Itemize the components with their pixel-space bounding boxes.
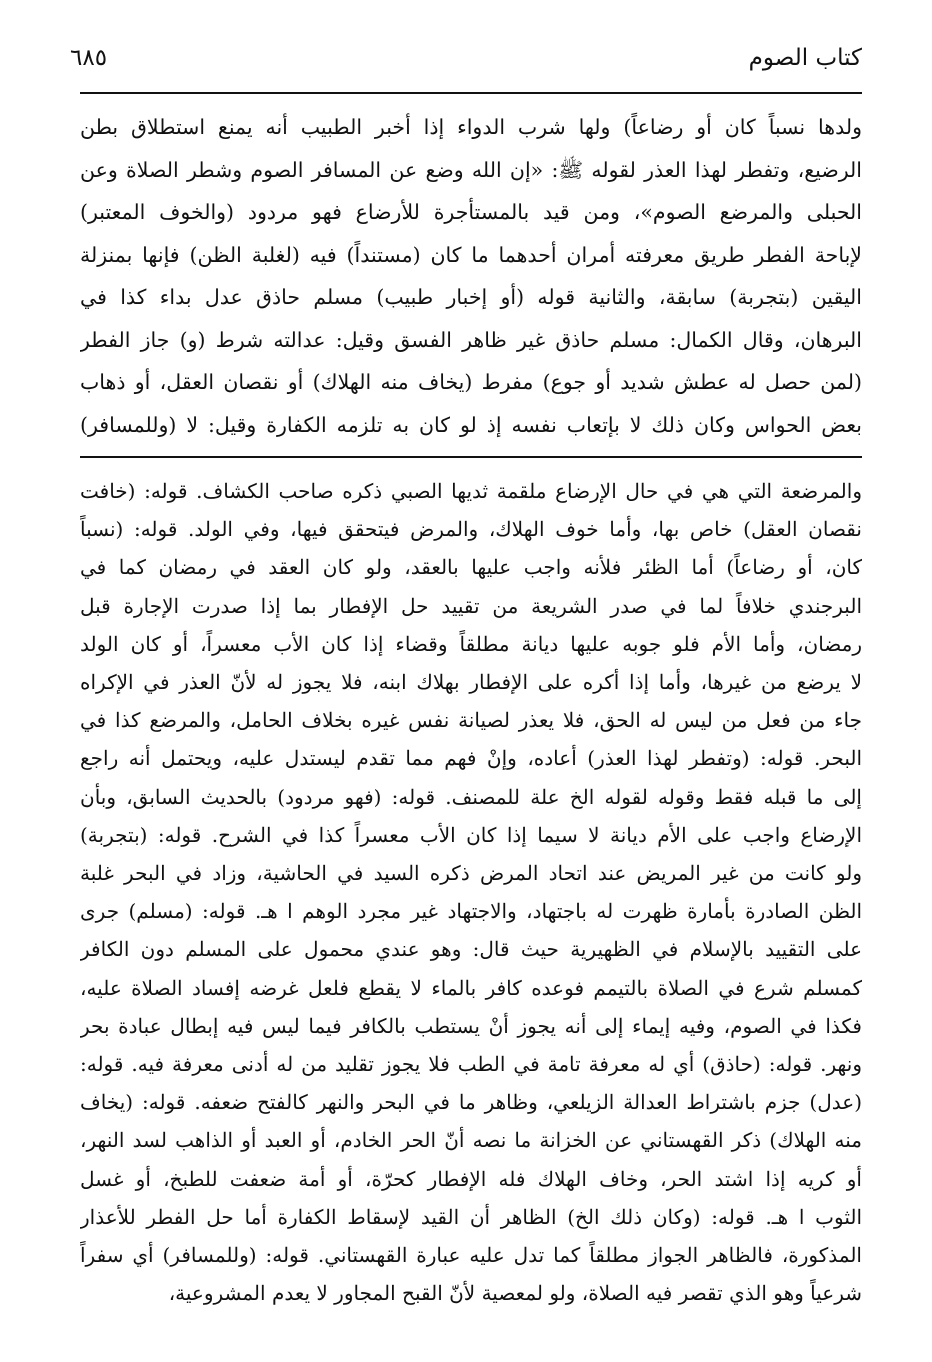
commentary-line: البرجندي خلافاً لما في صدر الشريعة من تقييد حل الإفطار بما إذا صدرت الإجارة قبل [80,593,862,618]
commentary-line: على التقييد بالإسلام في الظهيرية حيث قال: وهو عندي محمول على المسلم دون الكافر [80,937,862,962]
commentary-line: نقصان العقل) خاص بها، وأما خوف الهلاك، والمرض فيتحقق فيها، وفي الولد. قوله: (نسباً [80,517,862,542]
main-line: الحبلى والمرضع الصوم»، ومن قيد بالمستأجرة للأرضاع فهو مردود (والخوف المعتبر) [80,200,862,224]
commentary-line: الإرضاع واجب على الأم ديانة لا سيما إذا كان الأب معسراً كذا في الشرح. قوله: (بتجربة) [80,822,862,847]
commentary-line: المذكورة، فالظاهر الجواز مطلقاً كما تدل عليه عبارة القهستاني. قوله: (وللمسافر) أي سفراً [80,1243,862,1268]
main-line: (لمن حصل له عطش شديد أو جوع) مفرط (يخاف منه الهلاك) أو نقصان العقل، أو ذهاب [80,370,862,394]
commentary-line: كان، أو رضاعاً) أما الظئر فلأنه واجب عليها بالعقد، ولو كان العقد في رمضان كما في [80,555,862,580]
main-line: بعض الحواس وكان ذلك لا بإتعاب نفسه إذ لو كان به تلزمه الكفارة وقيل: لا (وللمسافر) [80,412,862,437]
commentary-line: شرعياً وهو الذي تقصر فيه الصلاة، ولو لمعصية لأنّ القبح المجاور لا يعدم المشروعية، [168,1281,862,1306]
chapter-title: كتاب الصوم [748,45,862,71]
commentary-line: كمسلم شرع في الصلاة بالتيمم فوعده كافر بالماء لا يقطع فلعل غرضه إفساد الصلاة عليه، [80,975,862,1000]
main-line: ولدها نسباً كان أو رضاعاً) ولها شرب الدواء إذا أخبر الطبيب أنه يمنع استطلاق بطن [80,115,862,139]
commentary-line: منه الهلاك) ذكر القهستاني عن الخزانة ما نصه أنّ الحر الخادم، أو العبد أو الذاهب لسد النهر، [80,1128,862,1153]
main-line: البرهان، وقال الكمال: مسلم حاذق غير ظاهر الفسق وقيل: عدالته شرط (و) جاز الفطر [80,327,862,352]
main-line: لإباحة الفطر طريق معرفته أمران أحدهما ما كان (مستنداً) فيه (لغلبة الظن) فإنها بمنزلة [80,242,862,267]
commentary-line: ولو كانت من غير المريض عند اتحاد المرض ذكره السيد في الحاشية، وزاد في البحر غلبة [80,861,862,886]
commentary-line: (عدل) جزم باشتراط العدالة الزيلعي، وظاهر ما في البحر والنهر كالفتح ضعفه. قوله: (يخاف [80,1090,862,1115]
commentary-text [80,472,862,1312]
main-text [80,106,862,446]
header-rule [80,92,862,94]
commentary-line: إلى ما قبله فقط وقوله لقوله الخ علة للمصنف. قوله: (فهو مردود) بالحديث السابق، وبأن [80,784,862,809]
commentary-line: الظن الصادرة بأمارة ظهرت له باجتهاد، والاجتهاد غير مجرد الوهم ا هـ. قوله: (مسلم) جرى [80,899,862,924]
commentary-line: والمرضعة التي هي في حال الإرضاع ملقمة ثديها الصبي ذكره صاحب الكشاف. قوله: (خافت [80,479,862,503]
commentary-line: الثوب ا هـ. قوله: (وكان ذلك الخ) الظاهر أن القيد لإسقاط الكفارة أما حل الفطر للأعذار [80,1204,862,1229]
page-header [70,38,862,78]
commentary-line: لا يرضع من غيرها، وأما إذا أكره على الإفطار بهلاك ابنه، فلا يجوز له لأنّ العذر في الإكراه [80,670,862,695]
commentary-line: رمضان، وأما الأم فلو جوبه عليها ديانة مطلقاً وقضاء إذا كان الأب معسراً، أو كان الولد [80,631,862,656]
commentary-line: فكذا في الصوم، وفيه إيماء إلى أنه يجوز أنْ يستطب بالكافر فيما ليس فيه إبطال عبادة بحر [80,1013,862,1038]
commentary-line: البحر. قوله: (وتفطر لهذا العذر) أعاده، وإنْ فهم مما تقدم ليستدل عليه، ويحتمل أنه راجع [80,746,862,771]
main-line: الرضيع، وتفطر لهذا العذر لقوله ﷺ: «إن الله وضع عن المسافر الصوم وشطر الصلاة وعن [80,157,862,182]
commentary-line: جاء من فعل من ليس له الحق، فلا يعذر لصيانة نفس غيره بخلاف الحامل، والمرضع كذا في [80,708,862,733]
main-line: اليقين (بتجربة) سابقة، والثانية قوله (أو إخبار طبيب) مسلم حاذق عدل بداء كذا في [80,285,862,309]
separator-rule [80,456,862,458]
commentary-line: أو كريه إذا اشتد الحر، وخاف الهلاك فله الإفطار كحرّة، أو أمة ضعفت للطبخ، أو غسل [80,1166,862,1191]
commentary-line: ونهر. قوله: (حاذق) أي له معرفة تامة في الطب فلا يجوز تقليد من له أدنى معرفة فيه. قوله: [80,1052,862,1077]
page-number: ٦٨٥ [70,45,108,71]
